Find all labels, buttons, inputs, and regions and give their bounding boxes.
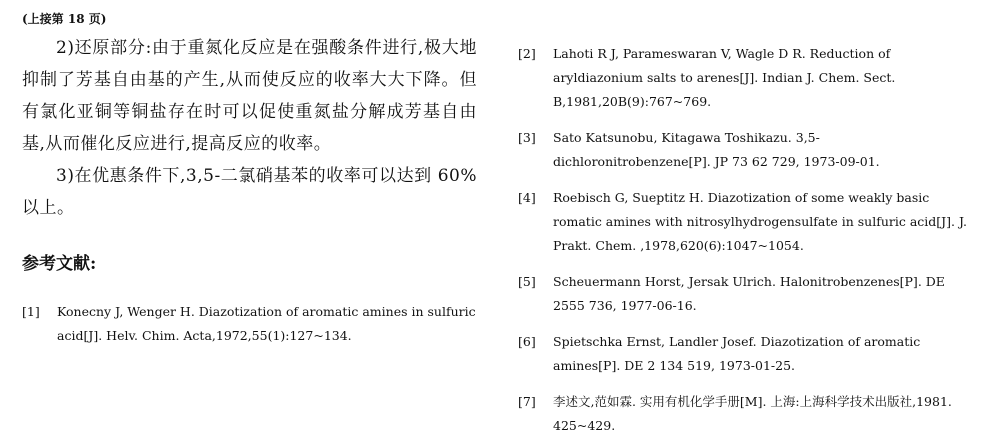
reference-text: Konecny J, Wenger H. Diazotization of aromatic amines in sulfuric acid[J]. Helv. Chim. Acta,1972,55(1):127~134.	[57, 304, 476, 343]
reference-number: [3]	[518, 130, 536, 145]
references-heading: 参考文献:	[22, 254, 97, 274]
reference-number: [5]	[518, 274, 536, 289]
reference-item-2	[518, 42, 976, 114]
reference-text: 李述文,范如霖. 实用有机化学手册[M]. 上海:上海科学技术出版社,1981. 425~429.	[553, 394, 952, 433]
reference-number: [2]	[518, 46, 536, 61]
continued-note: (上接第 18 页)	[22, 12, 107, 26]
reference-item-1	[22, 300, 477, 348]
reference-text: Roebisch G, Sueptitz H. Diazotization of some weakly basic romatic amines with nitrosylhydrogensulfate in sulfuric acid[J]. J. Prakt. Chem. ,1978,620(6):1047~1054.	[553, 190, 968, 253]
reference-number: [1]	[22, 304, 40, 319]
right-column	[518, 42, 976, 446]
reference-item-7	[518, 390, 976, 438]
reference-text: Scheuermann Horst, Jersak Ulrich. Halonitrobenzenes[P]. DE 2555 736, 1977-06-16.	[553, 274, 945, 313]
reference-item-6	[518, 330, 976, 378]
paragraph-yield: 3)在优惠条件下,3,5-二氯硝基苯的收率可以达到 60%以上。	[22, 166, 477, 218]
paragraph-reduction: 2)还原部分:由于重氮化反应是在强酸条件进行,极大地抑制了芳基自由基的产生,从而使反应的收率大大下降。但有氯化亚铜等铜盐存在时可以促使重氮盐分解成芳基自由基,从而催化反应进行,提高反应的收率。	[22, 38, 477, 154]
reference-text: Sato Katsunobu, Kitagawa Toshikazu. 3,5-dichloronitrobenzene[P]. JP 73 62 729, 1973-09-01.	[553, 130, 880, 169]
reference-number: [4]	[518, 190, 536, 205]
reference-item-3	[518, 126, 976, 174]
left-column	[22, 10, 477, 348]
reference-text: Spietschka Ernst, Landler Josef. Diazotization of aromatic amines[P]. DE 2 134 519, 1973-01-25.	[553, 334, 921, 373]
reference-item-4	[518, 186, 976, 258]
reference-text: Lahoti R J, Parameswaran V, Wagle D R. Reduction of aryldiazonium salts to arenes[J]. Indian J. Chem. Sect. B,1981,20B(9):767~769.	[553, 46, 896, 109]
reference-number: [6]	[518, 334, 536, 349]
reference-item-5	[518, 270, 976, 318]
reference-number: [7]	[518, 394, 536, 409]
